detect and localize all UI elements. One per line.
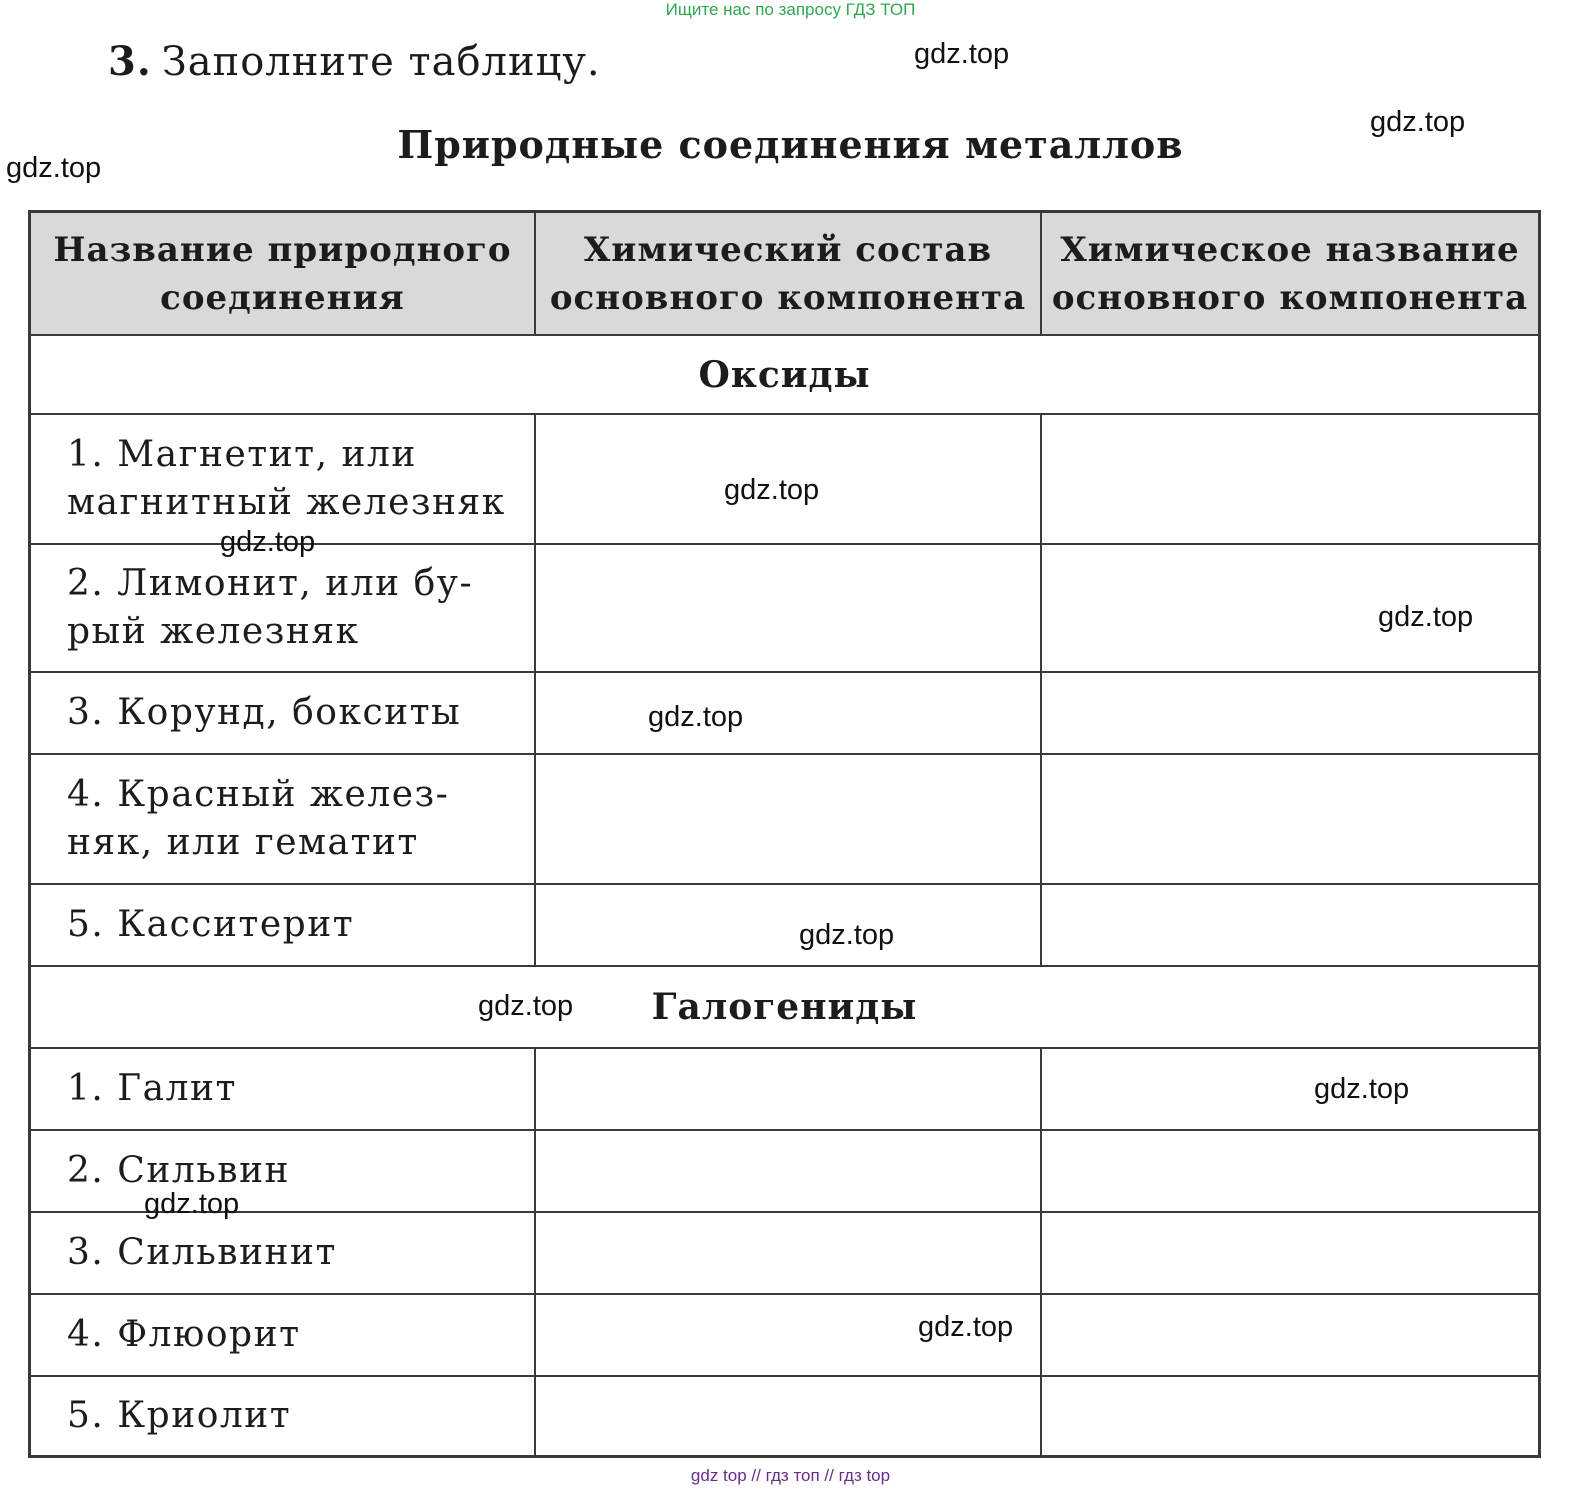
chemical-name-cell[interactable] (1042, 415, 1538, 543)
compound-name: 1. Галит (31, 1049, 536, 1129)
table-header-row (31, 213, 1538, 336)
compound-name: 4. Красный желез-няк, или гематит (31, 755, 536, 883)
composition-cell[interactable] (536, 1049, 1042, 1129)
composition-cell[interactable] (536, 545, 1042, 671)
top-ad-text[interactable]: Ищите нас по запросу ГДЗ ТОП (665, 0, 916, 19)
task-heading (108, 38, 601, 85)
table-row (31, 673, 1538, 755)
task-text: Заполните таблицу. (161, 39, 601, 85)
compound-name: 2. Лимонит, или бу-рый железняк (31, 545, 536, 671)
watermark: gdz.top (648, 701, 744, 733)
chemical-name-cell[interactable] (1042, 1049, 1538, 1129)
watermark: gdz.top (1378, 601, 1474, 633)
watermark: gdz.top (1314, 1073, 1410, 1105)
compound-name: 5. Касситерит (31, 885, 536, 965)
chemical-name-cell[interactable] (1042, 1131, 1538, 1211)
watermark: gdz.top (918, 1311, 1014, 1343)
table-row (31, 1377, 1538, 1455)
watermark: gdz.top (724, 474, 820, 506)
watermark: gdz.top (6, 152, 102, 184)
chemical-name-cell[interactable] (1042, 1213, 1538, 1293)
watermark: gdz.top (799, 919, 895, 951)
watermark: gdz.top (478, 990, 574, 1022)
table-row (31, 1131, 1538, 1213)
compound-name: 3. Сильвинит (31, 1213, 536, 1293)
composition-cell[interactable] (536, 1131, 1042, 1211)
section-halides: Галогениды (31, 967, 1538, 1049)
compound-name: 3. Корунд, бокситы (31, 673, 536, 753)
bottom-ad-text[interactable]: gdz top // гдз топ // гдз top (690, 1466, 891, 1485)
section-oxides: Оксиды (31, 336, 1538, 415)
chemical-name-cell[interactable] (1042, 673, 1538, 753)
watermark: gdz.top (914, 38, 1010, 70)
header-name: Название природного соединения (31, 213, 536, 334)
compound-name: 2. Сильвин (31, 1131, 536, 1211)
composition-cell[interactable] (536, 755, 1042, 883)
composition-cell[interactable] (536, 1213, 1042, 1293)
composition-cell[interactable] (536, 673, 1042, 753)
table-row (31, 885, 1538, 967)
table-row (31, 755, 1538, 885)
watermark: gdz.top (144, 1188, 240, 1220)
composition-cell[interactable] (536, 1377, 1042, 1455)
table-row (31, 1213, 1538, 1295)
chemical-name-cell[interactable] (1042, 1295, 1538, 1375)
table-row (31, 1295, 1538, 1377)
compound-name: 5. Криолит (31, 1377, 536, 1455)
chemical-name-cell[interactable] (1042, 885, 1538, 965)
watermark: gdz.top (1370, 106, 1466, 138)
table-row (31, 1049, 1538, 1131)
task-number: 3. (108, 38, 152, 85)
table-title: Природные соединения металлов (397, 122, 1184, 167)
composition-cell[interactable] (536, 885, 1042, 965)
compounds-table (28, 210, 1541, 1458)
header-chemical-name: Химическое название основного компонента (1051, 229, 1529, 318)
header-composition: Химический состав основного компонента (536, 213, 1042, 334)
table-row (31, 545, 1538, 673)
watermark: gdz.top (220, 526, 316, 558)
chemical-name-cell[interactable] (1042, 1377, 1538, 1455)
chemical-name-cell[interactable] (1042, 755, 1538, 883)
compound-name: 4. Флюорит (31, 1295, 536, 1375)
compound-name: 1. Магнетит, или магнитный железняк (31, 415, 536, 543)
